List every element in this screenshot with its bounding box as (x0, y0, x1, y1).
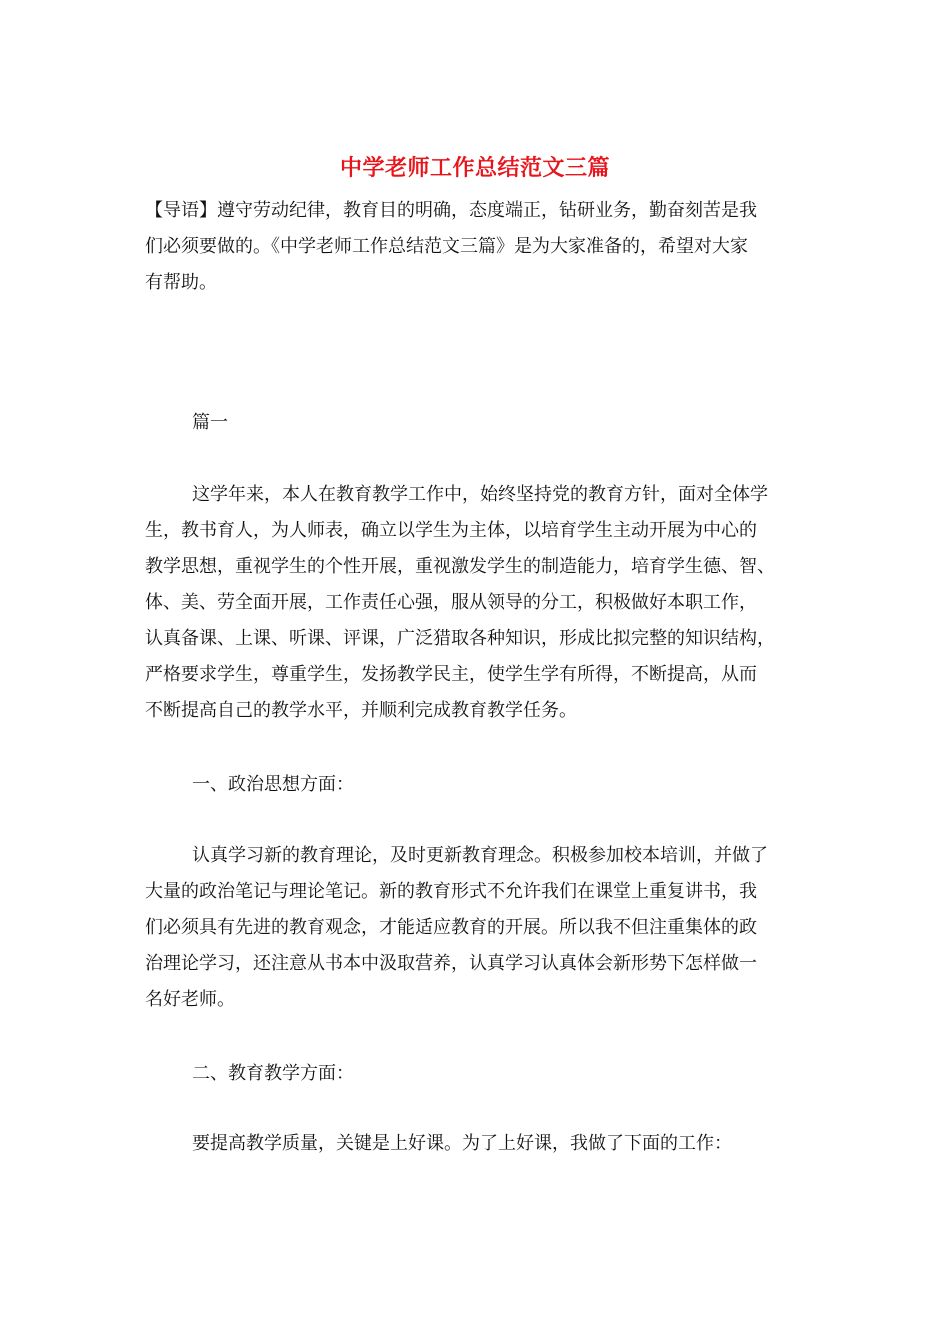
paragraph-line: 严格要求学生，尊重学生，发扬教学民主，使学生学有所得，不断提高，从而 (145, 664, 757, 685)
paragraph-line: 名好老师。 (145, 989, 235, 1010)
paragraph-line: 们必须具有先进的教育观念，才能适应教育的开展。所以我不但注重集体的政 (145, 917, 757, 938)
intro-line: 有帮助。 (145, 272, 217, 293)
subheading-text: 二、教育教学方面： (192, 1063, 354, 1084)
paragraph-line: 认真备课、上课、听课、评课，广泛猎取各种知识，形成比拟完整的知识结构， (145, 628, 775, 649)
paragraph-politics (145, 838, 810, 1018)
section-heading-one (145, 405, 810, 441)
paragraph-line: 生，教书育人，为人师表，确立以学生为主体，以培育学生主动开展为中心的 (145, 520, 757, 541)
paragraph-line: 治理论学习，还注意从书本中汲取营养，认真学习认真体会新形势下怎样做一 (145, 953, 757, 974)
intro-line: 们必须要做的。《中学老师工作总结范文三篇》是为大家准备的，希望对大家 (145, 236, 748, 257)
paragraph-line: 教学思想，重视学生的个性开展，重视激发学生的制造能力，培育学生德、智、 (145, 556, 775, 577)
paragraph-line: 体、美、劳全面开展，工作责任心强，服从领导的分工，积极做好本职工作， (145, 592, 757, 613)
document-title: 中学老师工作总结范文三篇 (339, 155, 610, 181)
paragraph-overview (145, 477, 810, 729)
section-heading-text: 篇一 (192, 412, 228, 433)
paragraph-line: 大量的政治笔记与理论笔记。新的教育形式不允许我们在课堂上重复讲书，我 (145, 881, 757, 902)
intro-paragraph (145, 193, 810, 301)
intro-line: 【导语】遵守劳动纪律，教育目的明确，态度端正，钻研业务，勤奋刻苦是我 (145, 200, 757, 221)
subheading-teaching (145, 1056, 810, 1092)
paragraph-line: 不断提高自己的教学水平，并顺利完成教育教学任务。 (145, 700, 577, 721)
subheading-politics (145, 767, 810, 803)
subheading-text: 一、政治思想方面： (192, 774, 354, 795)
paragraph-line: 这学年来，本人在教育教学工作中，始终坚持党的教育方针，面对全体学 (192, 484, 768, 505)
paragraph-line: 认真学习新的教育理论，及时更新教育理念。积极参加校本培训，并做了 (192, 845, 768, 866)
paragraph-line: 要提高教学质量，关键是上好课。为了上好课，我做了下面的工作： (192, 1133, 732, 1154)
paragraph-teaching (145, 1126, 810, 1162)
